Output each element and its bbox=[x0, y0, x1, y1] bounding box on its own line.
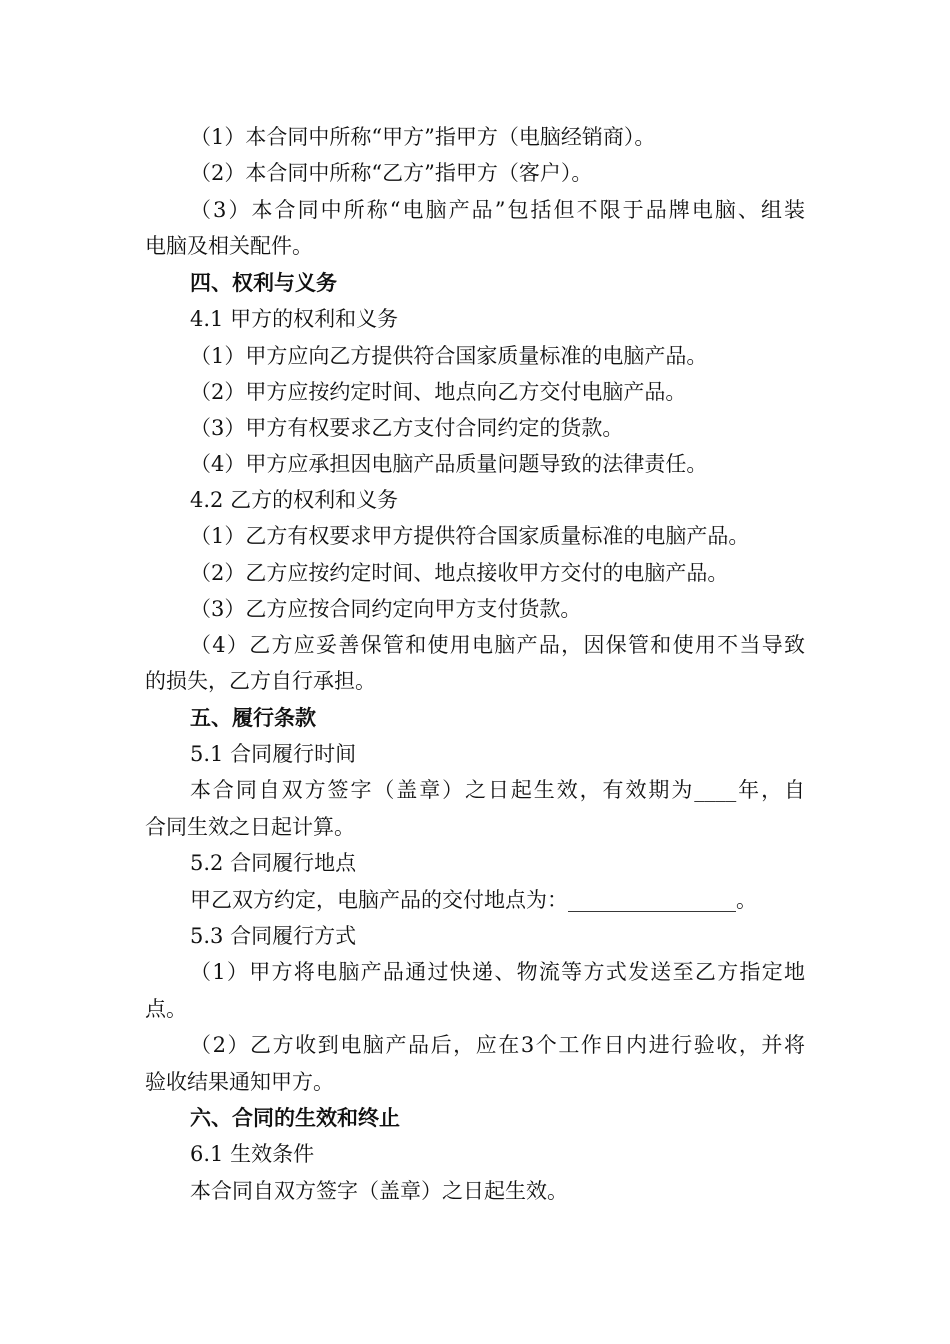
performance-method-2: （2）乙方收到电脑产品后，应在3个工作日内进行验收，并将 bbox=[190, 1033, 805, 1057]
party-a-obligation-3: （3）甲方有权要求乙方支付合同约定的货款。 bbox=[190, 416, 624, 440]
subsection-6-1-title: 6.1 生效条件 bbox=[190, 1142, 315, 1166]
party-a-obligation-2: （2）甲方应按约定时间、地点向乙方交付电脑产品。 bbox=[190, 380, 687, 404]
subsection-4-2-title: 4.2 乙方的权利和义务 bbox=[190, 488, 399, 512]
definition-clause-3: （3）本合同中所称“电脑产品”包括但不限于品牌电脑、组装 bbox=[190, 198, 805, 222]
definition-clause-2: （2）本合同中所称“乙方”指甲方（客户）。 bbox=[190, 161, 593, 185]
party-a-obligation-1: （1）甲方应向乙方提供符合国家质量标准的电脑产品。 bbox=[190, 344, 708, 368]
party-b-obligation-3: （3）乙方应按合同约定向甲方支付货款。 bbox=[190, 597, 582, 621]
subsection-5-2-title: 5.2 合同履行地点 bbox=[190, 851, 357, 875]
party-b-obligation-2: （2）乙方应按约定时间、地点接收甲方交付的电脑产品。 bbox=[190, 561, 729, 585]
effectiveness-condition-text: 本合同自双方签字（盖章）之日起生效。 bbox=[190, 1179, 568, 1203]
subsection-5-1-title: 5.1 合同履行时间 bbox=[190, 742, 357, 766]
performance-place-text: 甲乙双方约定，电脑产品的交付地点为：________________。 bbox=[190, 888, 757, 912]
party-a-obligation-4: （4）甲方应承担因电脑产品质量问题导致的法律责任。 bbox=[190, 452, 708, 476]
performance-time-text-continued: 合同生效之日起计算。 bbox=[145, 815, 355, 839]
subsection-5-3-title: 5.3 合同履行方式 bbox=[190, 924, 357, 948]
definition-clause-1: （1）本合同中所称“甲方”指甲方（电脑经销商）。 bbox=[190, 125, 656, 149]
party-b-obligation-4-continued: 的损失，乙方自行承担。 bbox=[145, 669, 376, 693]
party-b-obligation-1: （1）乙方有权要求甲方提供符合国家质量标准的电脑产品。 bbox=[190, 524, 750, 548]
performance-method-1: （1）甲方将电脑产品通过快递、物流等方式发送至乙方指定地 bbox=[190, 960, 805, 984]
section-heading-rights-obligations: 四、权利与义务 bbox=[190, 270, 337, 295]
definition-clause-3-continued: 电脑及相关配件。 bbox=[145, 234, 313, 258]
section-heading-performance: 五、履行条款 bbox=[190, 705, 316, 730]
section-heading-effectiveness-termination: 六、合同的生效和终止 bbox=[190, 1105, 400, 1130]
performance-method-1-continued: 点。 bbox=[145, 997, 187, 1021]
party-b-obligation-4: （4）乙方应妥善保管和使用电脑产品，因保管和使用不当导致 bbox=[190, 633, 805, 657]
performance-time-text: 本合同自双方签字（盖章）之日起生效，有效期为____年，自 bbox=[190, 778, 805, 802]
subsection-4-1-title: 4.1 甲方的权利和义务 bbox=[190, 307, 399, 331]
performance-method-2-continued: 验收结果通知甲方。 bbox=[145, 1070, 334, 1094]
